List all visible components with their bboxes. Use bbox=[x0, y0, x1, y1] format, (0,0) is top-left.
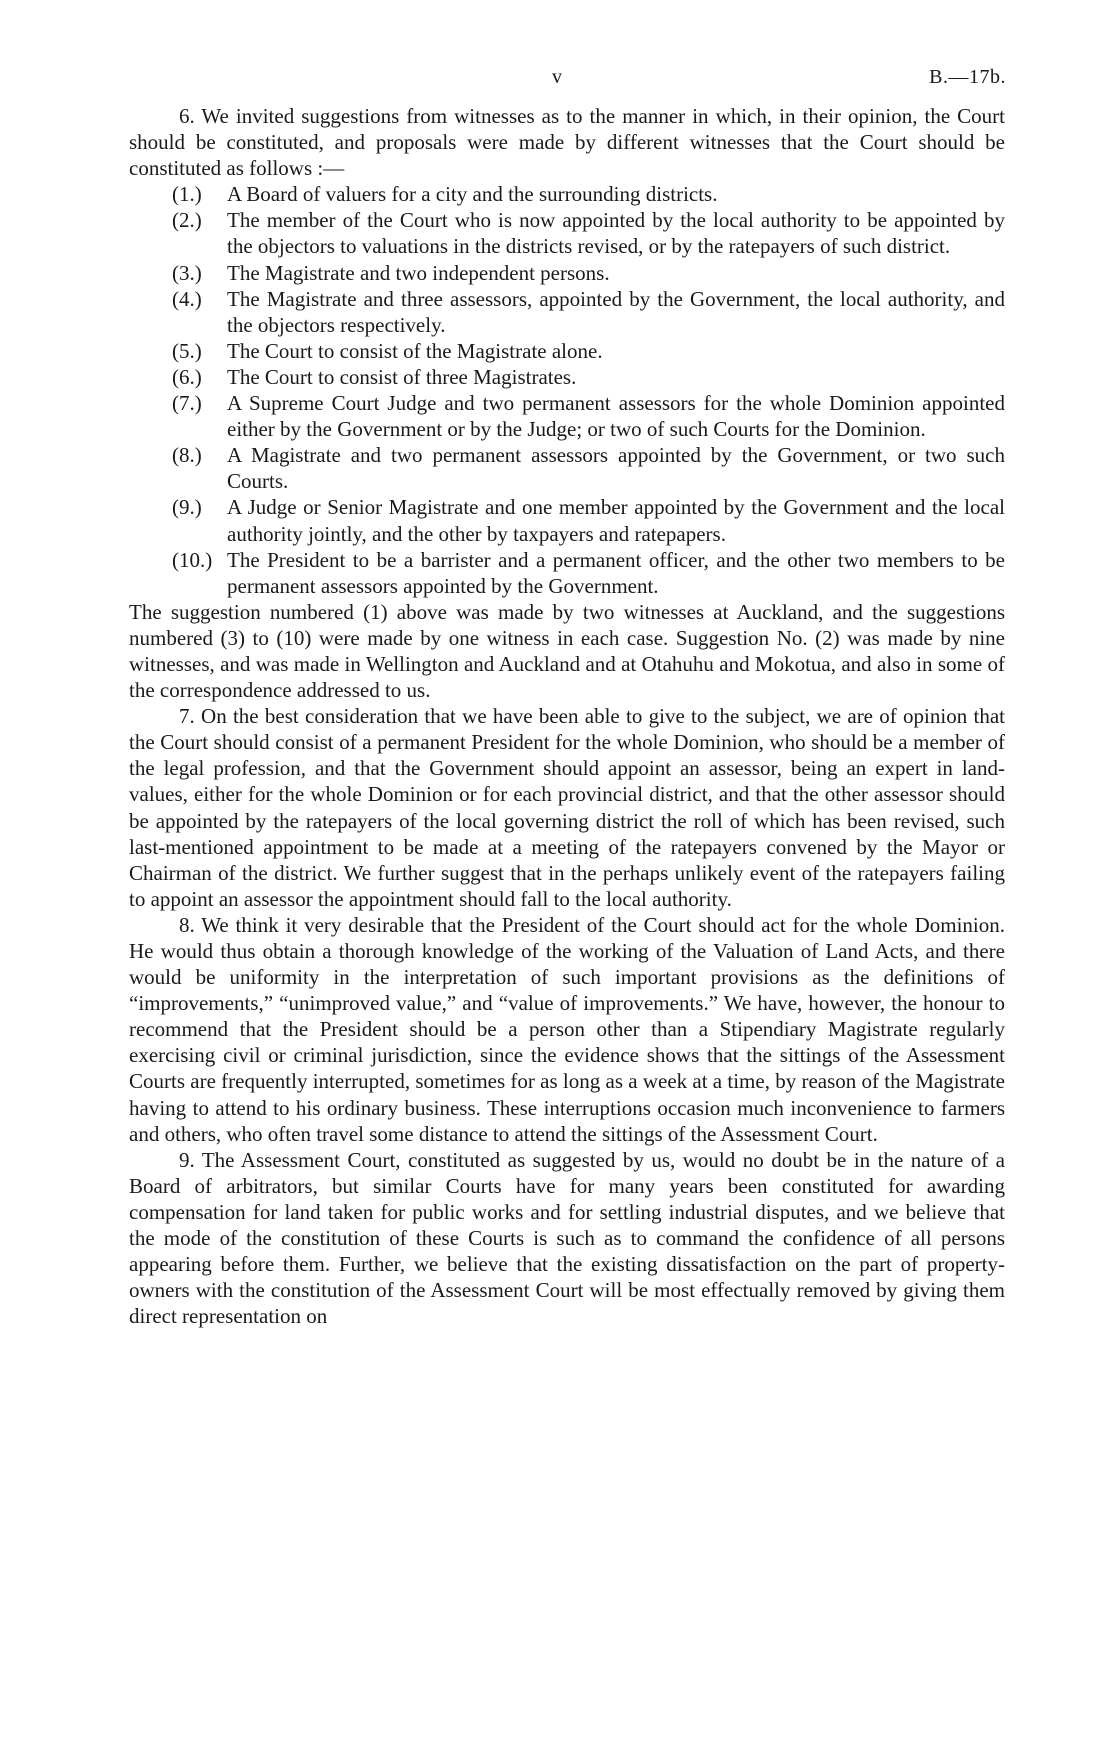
paragraph-6-conclusion: The suggestion numbered (1) above was made by two witnesses at Auckland, and the suggestions numbered (3) to (10) were made by one witness in each case. Suggestion No. (2) was made by nine witnesses, and was made in Wellington and Auckland and at Otahuhu and Mokotua, and also in some of the correspondence addressed to us. bbox=[129, 599, 1005, 703]
list-item-number: (8.) bbox=[172, 443, 202, 468]
list-item-number: (7.) bbox=[172, 391, 202, 416]
list-item-text: A Board of valuers for a city and the surrounding districts. bbox=[227, 182, 718, 207]
list-item bbox=[172, 181, 1005, 207]
list-item bbox=[172, 364, 1005, 390]
list-item-text: The Magistrate and two independent persons. bbox=[227, 260, 610, 285]
suggestion-list bbox=[129, 181, 1005, 599]
list-item-text: The President to be a barrister and a permanent officer, and the other two members to be permanent assessors appointed by the Government. bbox=[227, 547, 1005, 598]
list-item bbox=[172, 207, 1005, 259]
list-item-text: A Magistrate and two permanent assessors appointed by the Government, or two such Courts. bbox=[227, 443, 1005, 494]
list-item bbox=[172, 338, 1005, 364]
list-item-text: The member of the Court who is now appointed by the local authority to be appointed by the objectors to valuations in the districts revised, or by the ratepayers of such district. bbox=[227, 208, 1005, 259]
paragraph-7: 7. On the best consideration that we have been able to give to the subject, we are of opinion that the Court should consist of a permanent President for the whole Dominion, who should be a member of the legal profession, and that the Government should appoint an assessor, being an expert in land-values, either for the whole Dominion or for each provincial district, and that the other assessor should be appointed by the ratepayers of the local governing district the roll of which has been revised, such last-mentioned appointment to be made at a meeting of the ratepayers convened by the Mayor or Chairman of the district. We further suggest that in the perhaps unlikely event of the ratepayers failing to appoint an assessor the appointment should fall to the local authority. bbox=[129, 704, 1005, 911]
list-item-text: The Court to consist of three Magistrates. bbox=[227, 364, 577, 389]
list-item-number: (4.) bbox=[172, 286, 202, 311]
list-item-text: The Magistrate and three assessors, appointed by the Government, the local authority, and the objectors respectively. bbox=[227, 286, 1005, 337]
list-item-text: A Judge or Senior Magistrate and one member appointed by the Government and the local authority jointly, and the other by taxpayers and ratepapers. bbox=[227, 495, 1005, 546]
list-item bbox=[172, 547, 1005, 599]
list-item bbox=[172, 260, 1005, 286]
list-item-text: The Court to consist of the Magistrate alone. bbox=[227, 338, 603, 363]
list-item-text: A Supreme Court Judge and two permanent assessors for the whole Dominion appointed either by the Government or by the Judge; or two of such Courts for the Dominion. bbox=[227, 391, 1005, 442]
list-item bbox=[172, 494, 1005, 546]
list-item-number: (6.) bbox=[172, 364, 202, 389]
list-item-number: (10.) bbox=[172, 547, 213, 572]
paragraph-8: 8. We think it very desirable that the President of the Court should act for the whole Dominion. He would thus obtain a thorough knowledge of the working of the Valuation of Land Acts, and there would be uniformity in the interpretation of such important provisions as the definitions of “improvements,” “unimproved value,” and “value of improvements.” We have, however, the honour to recommend that the President should be a person other than a Stipendiary Magistrate regularly exercising civil or criminal jurisdiction, since the evidence shows that the sittings of the Assessment Courts are frequently interrupted, sometimes for as long as a week at a time, by reason of the Magistrate having to attend to his ordinary business. These interruptions occasion much inconvenience to farmers and others, who often travel some distance to attend the sittings of the Assessment Court. bbox=[129, 912, 1005, 1146]
list-item bbox=[172, 390, 1005, 442]
list-item bbox=[172, 286, 1005, 338]
list-item-number: (2.) bbox=[172, 208, 202, 233]
paragraph-9: 9. The Assessment Court, constituted as suggested by us, would no doubt be in the nature of a Board of arbitrators, but similar Courts have for many years been constituted for awarding compensation for land taken for public works and for settling industrial disputes, and we believe that the mode of the constitution of these Courts is such as to command the confidence of all persons appearing before them. Further, we believe that the existing dissatisfaction on the part of property-owners with the constitution of the Assessment Court will be most effectually removed by giving them direct representation on bbox=[129, 1147, 1005, 1329]
list-item-number: (3.) bbox=[172, 260, 202, 285]
list-item-number: (1.) bbox=[172, 182, 202, 207]
document-reference: B.—17b. bbox=[929, 66, 1006, 88]
page-number: v bbox=[552, 66, 562, 88]
list-item-number: (9.) bbox=[172, 495, 202, 520]
list-item bbox=[172, 442, 1005, 494]
paragraph-6-intro: 6. We invited suggestions from witnesses as to the manner in which, in their opinion, the Court should be constituted, and proposals were made by different witnesses that the Court should be constituted as follows :— bbox=[129, 104, 1005, 181]
document-body bbox=[129, 103, 1005, 1329]
list-item-number: (5.) bbox=[172, 338, 202, 363]
